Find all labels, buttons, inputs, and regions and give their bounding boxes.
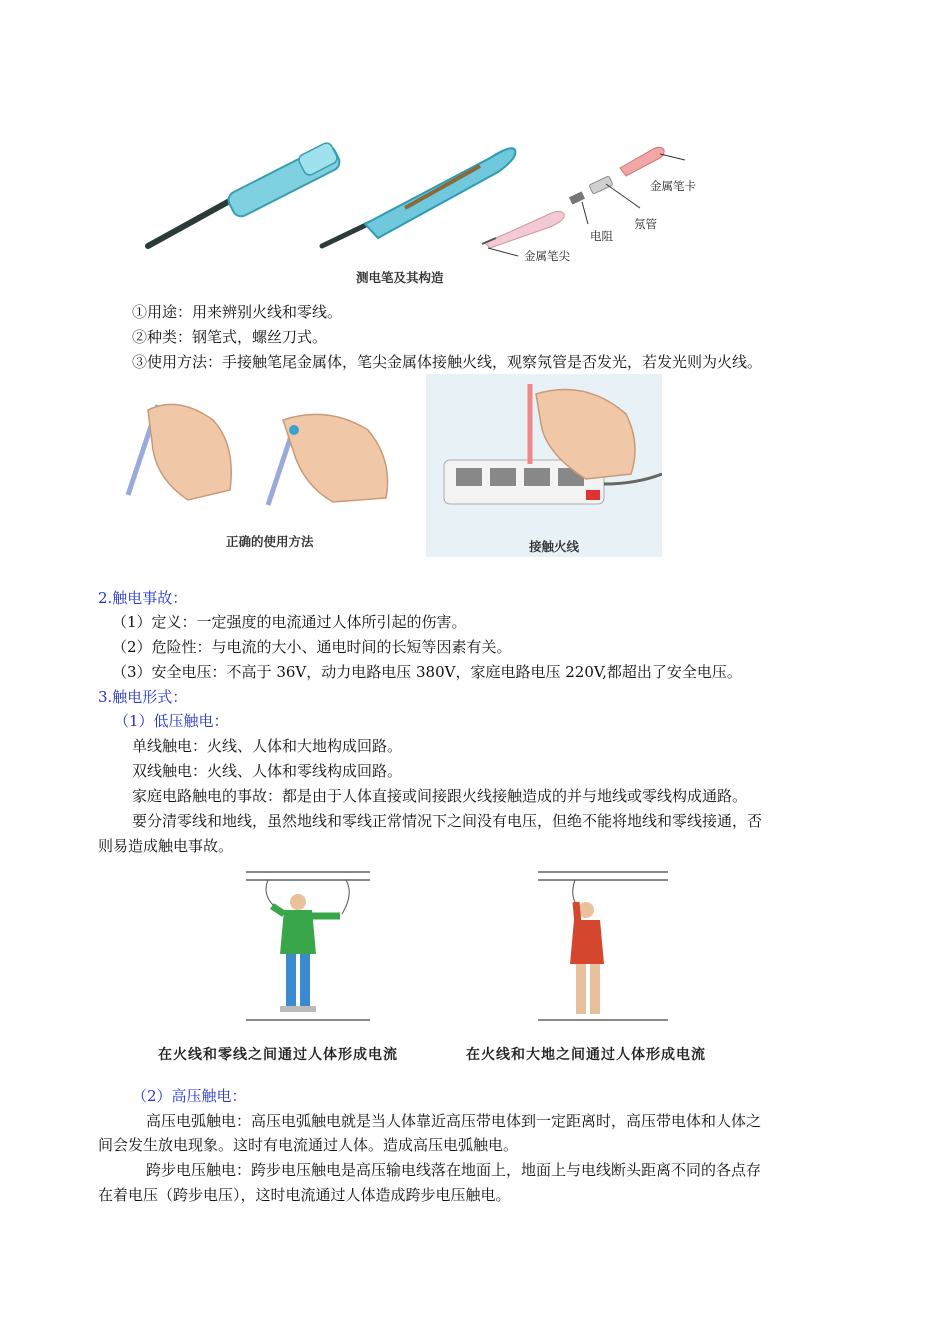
label-resistor: 电阻 — [590, 229, 613, 243]
figure-test-pen-structure — [140, 128, 720, 288]
shock-paths-illustration — [150, 866, 780, 1026]
figure-correct-usage — [118, 390, 408, 555]
label-metal-clip: 金属笔卡 — [650, 179, 696, 193]
pen-use: ①用途：用来辨别火线和零线。 — [132, 303, 343, 321]
step-voltage-2: 在着电压（跨步电压），这时电流通过人体造成跨步电压触电。 — [98, 1186, 511, 1204]
section2-heading: 2.触电事故： — [98, 589, 188, 607]
pen-style-tester-icon — [322, 148, 515, 246]
power-strip-illustration — [426, 374, 662, 524]
exploded-parts-icon — [482, 147, 685, 256]
single-wire-shock: 单线触电：火线、人体和大地构成回路。 — [132, 737, 403, 755]
figure-touch-live-wire — [426, 374, 662, 557]
step-voltage-1: 跨步电压触电：跨步电压触电是高压输电线落在地面上，地面上与电线断头距离不同的各点存 — [146, 1161, 762, 1179]
section2-item-2: （2）危险性：与电流的大小、通电时间的长短等因素有关。 — [112, 638, 512, 656]
figure2-left-caption: 正确的使用方法 — [226, 534, 314, 549]
low-voltage-heading: （1）低压触电： — [114, 712, 229, 730]
household-shock: 家庭电路触电的事故：都是由于人体直接或间接跟火线接触造成的并与地线或零线构成通路。 — [132, 787, 748, 805]
section2-item-3: （3）安全电压：不高于 36V，动力电路电压 380V，家庭电路电压 220V,都超出了安全电压。 — [112, 663, 742, 681]
high-voltage-heading: （2）高压触电： — [132, 1087, 247, 1105]
arc-shock-1: 高压电弧触电：高压电弧触电就是当人体靠近高压带电体到一定距离时，高压带电体和人体之 — [146, 1112, 762, 1130]
hand-holding-pen-illustration — [118, 390, 408, 520]
neutral-ground-note-2: 则易造成触电事故。 — [98, 837, 234, 855]
figure2-right-caption: 接触火线 — [529, 539, 580, 554]
label-neon-tube: 氖管 — [634, 217, 657, 231]
section2-item-1: （1）定义：一定强度的电流通过人体所引起的伤害。 — [112, 613, 467, 631]
arc-shock-2: 间会发生放电现象。这时有电流通过人体。造成高压电弧触电。 — [98, 1136, 519, 1154]
test-pen-illustration — [140, 128, 720, 268]
figure1-caption: 测电笔及其构造 — [356, 270, 444, 285]
pen-types: ②种类：钢笔式，螺丝刀式。 — [132, 328, 328, 346]
section3-heading: 3.触电形式： — [98, 688, 188, 706]
figure3-right-caption: 在火线和大地之间通过人体形成电流 — [466, 1047, 706, 1063]
neutral-ground-note-1: 要分清零线和地线，虽然地线和零线正常情况下之间没有电压，但绝不能将地线和零线接通，否 — [132, 812, 763, 830]
label-metal-tip: 金属笔尖 — [524, 249, 570, 263]
double-wire-shock: 双线触电：火线、人体和零线构成回路。 — [132, 762, 403, 780]
figure-shock-paths — [150, 866, 780, 1066]
screwdriver-pen-icon — [148, 141, 342, 246]
pen-method: ③使用方法：手接触笔尾金属体，笔尖金属体接触火线，观察氖管是否发光，若发光则为火线。 — [132, 353, 763, 371]
figure3-left-caption: 在火线和零线之间通过人体形成电流 — [158, 1047, 398, 1063]
